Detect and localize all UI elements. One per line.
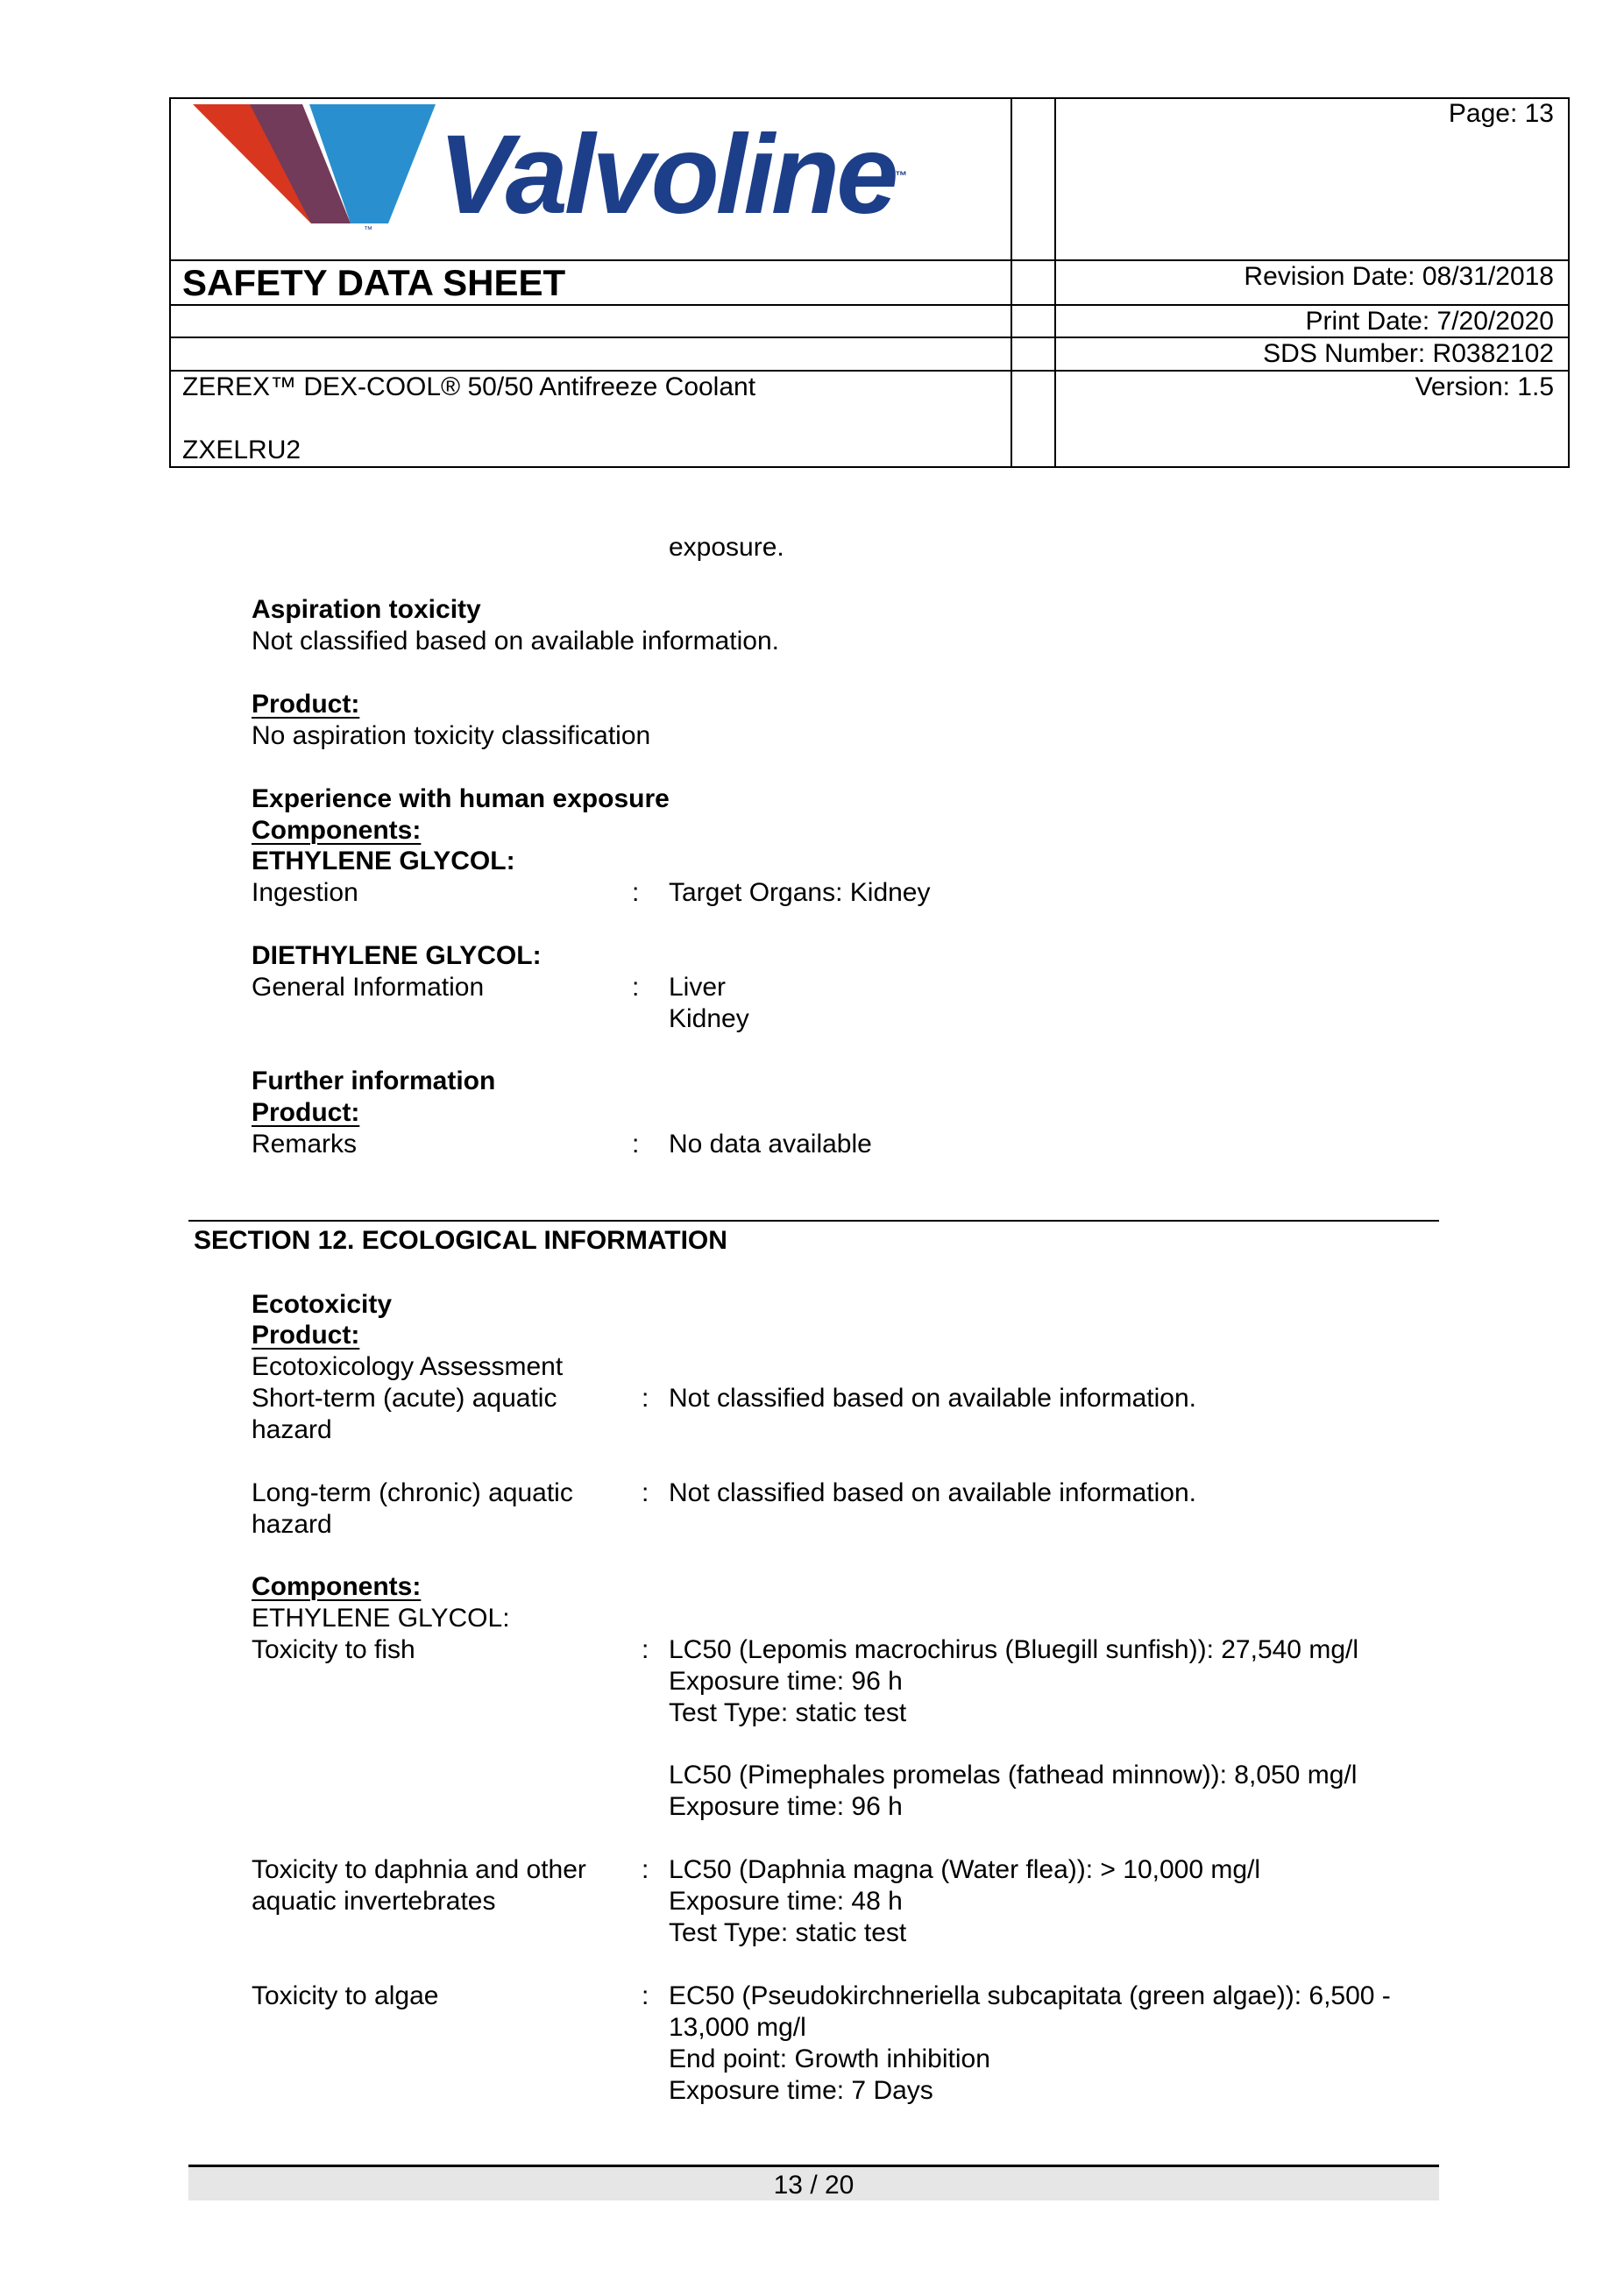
remarks-value: No data available bbox=[669, 1130, 872, 1159]
eco-product-label: Product: bbox=[252, 1321, 360, 1350]
product-name: ZEREX™ DEX-COOL® 50/50 Antifreeze Coolant bbox=[182, 372, 756, 401]
print-date: Print Date: 7/20/2020 bbox=[1305, 307, 1554, 336]
product-code: ZXELRU2 bbox=[182, 436, 301, 464]
sds-number: SDS Number: R0382102 bbox=[1263, 339, 1554, 368]
daphnia-value: Test Type: static test bbox=[669, 1918, 907, 1947]
short-term-label: hazard bbox=[252, 1415, 332, 1444]
aspiration-text: Not classified based on available information. bbox=[252, 627, 780, 655]
section12-title: SECTION 12. ECOLOGICAL INFORMATION bbox=[194, 1226, 727, 1255]
fish-value: LC50 (Pimephales promelas (fathead minnow)): 8,050 mg/l bbox=[669, 1761, 1358, 1789]
ecotoxicity-heading: Ecotoxicity bbox=[252, 1290, 393, 1319]
aspiration-heading: Aspiration toxicity bbox=[252, 595, 481, 624]
fish-label: Toxicity to fish bbox=[252, 1635, 415, 1664]
valvoline-logo bbox=[188, 101, 1008, 254]
further-info-product-label: Product: bbox=[252, 1098, 360, 1127]
long-term-label: hazard bbox=[252, 1510, 332, 1539]
version: Version: 1.5 bbox=[1415, 372, 1554, 401]
ingestion-value: Target Organs: Kidney bbox=[669, 878, 931, 907]
short-term-colon: : bbox=[642, 1384, 649, 1413]
remarks-colon: : bbox=[632, 1130, 640, 1159]
algae-colon: : bbox=[642, 1981, 649, 2010]
long-term-label: Long-term (chronic) aquatic bbox=[252, 1478, 573, 1507]
eco-components-label: Components: bbox=[252, 1572, 422, 1601]
fish-value: Exposure time: 96 h bbox=[669, 1667, 903, 1696]
remarks-label: Remarks bbox=[252, 1130, 358, 1159]
section-divider bbox=[188, 1220, 1439, 1222]
deg-label: DIETHYLENE GLYCOL: bbox=[252, 941, 542, 970]
eg-label: ETHYLENE GLYCOL: bbox=[252, 847, 515, 875]
aspiration-product-text: No aspiration toxicity classification bbox=[252, 721, 651, 750]
algae-value: EC50 (Pseudokirchneriella subcapitata (green algae)): 6,500 - bbox=[669, 1981, 1391, 2010]
aspiration-product-label: Product: bbox=[252, 690, 360, 719]
revision-date: Revision Date: 08/31/2018 bbox=[1244, 262, 1554, 291]
further-info-heading: Further information bbox=[252, 1067, 496, 1095]
human-exposure-components-label: Components: bbox=[252, 816, 422, 845]
ingestion-label: Ingestion bbox=[252, 878, 358, 907]
daphnia-value: LC50 (Daphnia magna (Water flea)): > 10,000 mg/l bbox=[669, 1855, 1261, 1884]
general-info-label: General Information bbox=[252, 973, 485, 1002]
long-term-colon: : bbox=[642, 1478, 649, 1507]
daphnia-colon: : bbox=[642, 1855, 649, 1884]
fish-colon: : bbox=[642, 1635, 649, 1664]
fish-value: Exposure time: 96 h bbox=[669, 1792, 903, 1821]
daphnia-value: Exposure time: 48 h bbox=[669, 1887, 903, 1916]
eco-eg-label: ETHYLENE GLYCOL: bbox=[252, 1604, 510, 1633]
page-label: Page: 13 bbox=[1448, 99, 1554, 128]
human-exposure-heading: Experience with human exposure bbox=[252, 784, 670, 813]
doc-title: SAFETY DATA SHEET bbox=[182, 262, 566, 303]
short-term-value: Not classified based on available information. bbox=[669, 1384, 1197, 1413]
eco-assessment-label: Ecotoxicology Assessment bbox=[252, 1352, 564, 1381]
algae-value: End point: Growth inhibition bbox=[669, 2044, 990, 2073]
fish-value: Test Type: static test bbox=[669, 1698, 907, 1727]
algae-value: 13,000 mg/l bbox=[669, 2013, 806, 2042]
general-info-value: Liver bbox=[669, 973, 727, 1002]
page-number: 13 / 20 bbox=[773, 2171, 855, 2200]
brand-trademark: ™ bbox=[895, 168, 908, 182]
fish-value: LC50 (Lepomis macrochirus (Bluegill sunfish)): 27,540 mg/l bbox=[669, 1635, 1359, 1664]
svg-text:™: ™ bbox=[364, 225, 372, 235]
daphnia-label: aquatic invertebrates bbox=[252, 1887, 496, 1916]
carryover-text: exposure. bbox=[669, 533, 784, 562]
short-term-label: Short-term (acute) aquatic bbox=[252, 1384, 557, 1413]
general-info-colon: : bbox=[632, 973, 640, 1002]
valvoline-v-icon bbox=[188, 101, 443, 241]
long-term-value: Not classified based on available information. bbox=[669, 1478, 1197, 1507]
algae-value: Exposure time: 7 Days bbox=[669, 2076, 933, 2105]
general-info-value: Kidney bbox=[669, 1004, 749, 1033]
ingestion-colon: : bbox=[632, 878, 640, 907]
algae-label: Toxicity to algae bbox=[252, 1981, 439, 2010]
daphnia-label: Toxicity to daphnia and other bbox=[252, 1855, 586, 1884]
brand-wordmark bbox=[438, 112, 908, 237]
brand-name: Valvoline bbox=[438, 112, 896, 237]
